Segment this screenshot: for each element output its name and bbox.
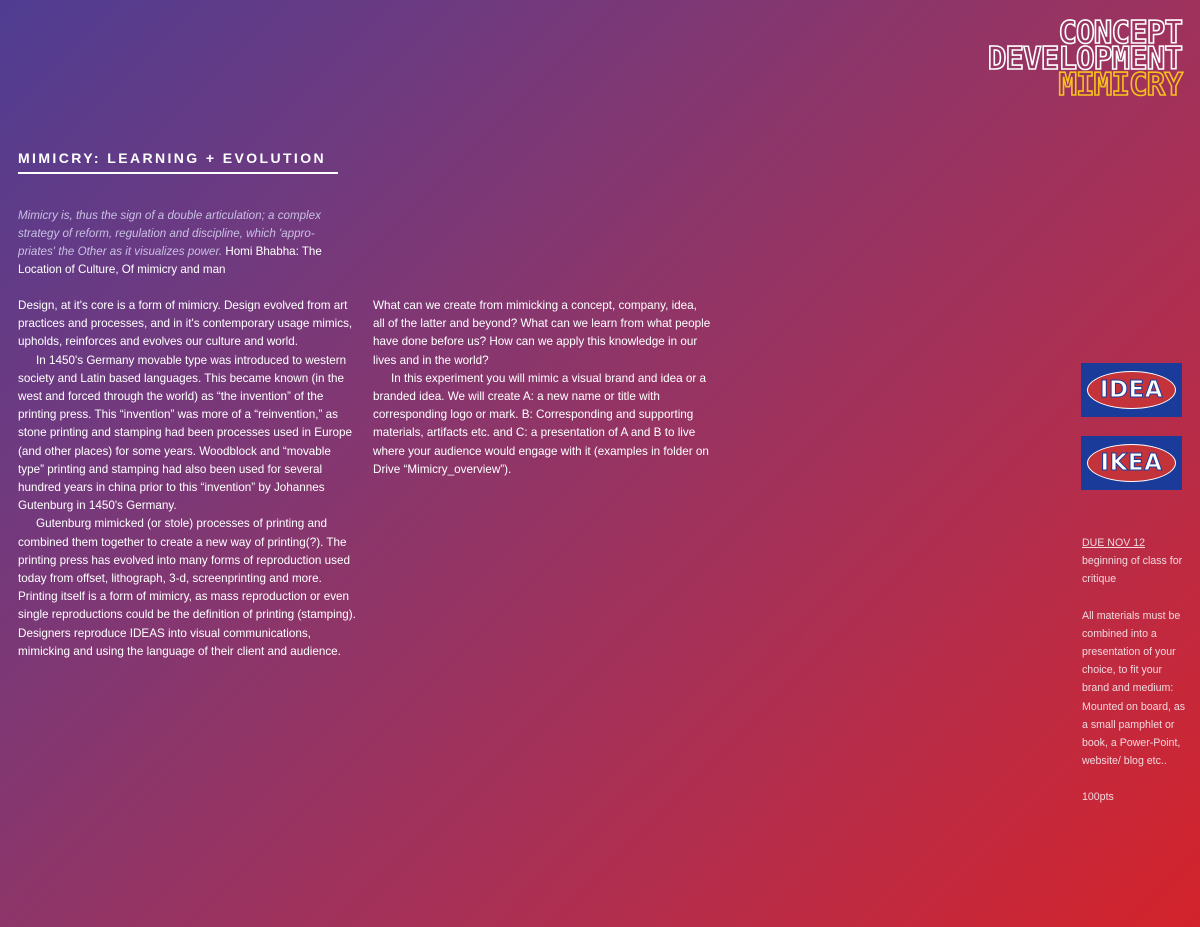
left-paragraph-1: Design, at it's core is a form of mimicry. Design evolved from art practices and processes, and in it's contemporary usage mimics, upholds, reinforces and evolves our culture and world. [18,299,353,349]
middle-paragraph-1: What can we create from mimicking a concept, company, idea, all of the latter and beyond? What can we learn from what people have done before us? How can we apply this knowledge in our lives and in the world? [373,299,711,367]
sidebar-spacer [1082,589,1186,607]
title-concept: CONCEPT [1058,15,1182,51]
epigraph-quote [18,207,340,279]
sidebar-spacer-2 [1082,770,1186,788]
left-paragraph-2: In 1450's Germany movable type was introduced to western society and Latin based languages. This became known (in the west and forced through the world) as “the invention” of the printing press. This “invention” was more of a “reinvention,” as stone printing and stamping had been processes used in Europe (and other places) for some years. Woodblock and “movable type” printing and stamping had also been used for several hundred years in china prior to this “invention” by Johannes Gutenburg in 1450's Germany. [18,353,352,513]
title-block [987,15,1182,103]
ikea-logo-text: IKEA [1100,450,1163,476]
middle-paragraph-2: In this experiment you will mimic a visual brand and idea or a branded idea. We will create A: a new name or title with corresponding logo or mark. B: Corresponding and supporting materials, artifacts etc. and C: a presentation of A and B to live where your audience would engage with it (examples in folder on Drive “Mimicry_overview”). [373,371,709,476]
left-paragraph-3: Gutenburg mimicked (or stole) processes of printing and combined them together to create a new way of printing(?). The printing press has evolved into many forms of reproduction used today from offset, lithograph, 3-d, screenprinting and more. Printing itself is a form of mimicry, as mass reproduction or even single reproductions could be the definition of printing (stamping). Designers reproduce IDEAS into visual communications, mimicking and using the language of their client and audience. [18,517,356,658]
ikea-logo [1081,436,1182,490]
middle-column [373,297,711,479]
left-column [18,297,358,661]
due-detail: beginning of class for critique [1082,555,1183,586]
idea-logo [1081,363,1182,417]
assignment-sidebar [1082,534,1186,807]
idea-logo-text: IDEA [1099,377,1164,403]
title-mimicry: MIMICRY [1058,67,1182,103]
section-heading: MIMICRY: LEARNING + EVOLUTION [18,150,338,174]
title-development: DEVELOPMENT [987,41,1182,77]
points: 100pts [1082,791,1114,804]
quote-text: Mimicry is, thus the sign of a double articulation; a complex strategy of reform, regulation and discipline, which 'appro-priates' the Other as it visualizes power. [18,209,321,258]
due-date: DUE NOV 12 [1082,537,1145,549]
quote-attribution: Homi Bhabha: The Location of Culture, Of mimicry and man [18,245,322,276]
materials-note: All materials must be combined into a presentation of your choice, to fit your brand and medium: Mounted on board, as a small pamphlet or book, a Power-Point, website/ blog etc.. [1082,609,1186,768]
